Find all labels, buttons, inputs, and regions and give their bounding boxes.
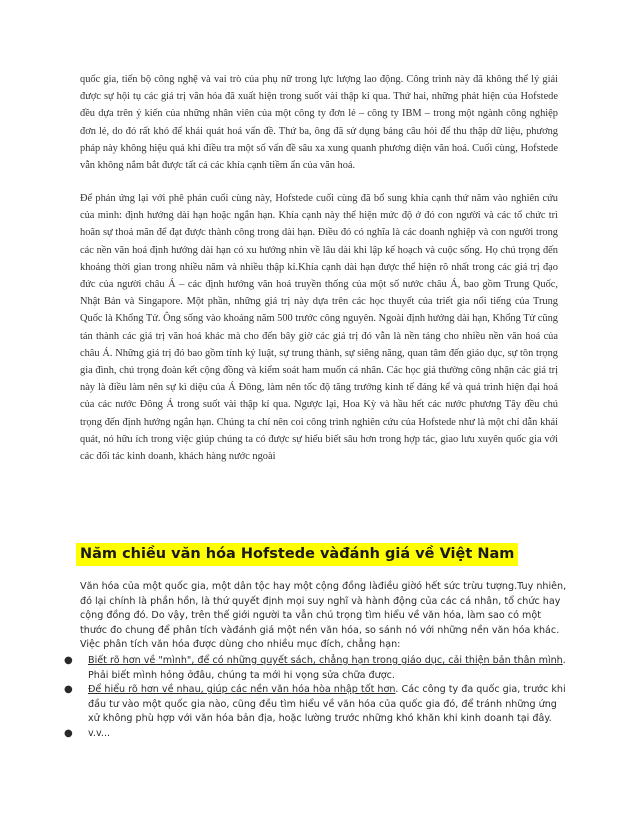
bullet-text: . Phải biết mình hỏng ởđâu, chúng ta mới hi vọng sửa chữa được.	[88, 655, 566, 681]
body-paragraph-2	[80, 190, 558, 465]
list-item	[64, 654, 568, 683]
bullet-list	[64, 654, 568, 742]
bullet-link[interactable]: Biết rõ hơn về "mình", để có những quyết sách, chẳng hạn trong giáo dục, cải thiện bản thân mình	[88, 655, 563, 666]
bullet-text: v.v...	[88, 727, 111, 739]
bullet-icon: ●	[64, 727, 73, 739]
bullet-link[interactable]: Để hiểu rõ hơn về nhau, giúp các nền văn hóa hòa nhập tốt hơn	[88, 684, 396, 696]
intro-paragraph	[80, 580, 568, 653]
bullet-icon: ●	[64, 684, 73, 696]
section-heading: Năm chiều văn hóa Hofstede vàđánh giá về Việt Nam	[76, 543, 518, 566]
list-item	[64, 683, 568, 727]
list-item	[64, 727, 568, 742]
paragraph-text: quốc gia, tiến bộ công nghệ và vai trò của phụ nữ trong lực lượng lao động. Công trình này đã không thể lý giải được sự hội tụ các giá trị văn hóa đã xuất hiện trong suốt vài thập kỉ qua. Thứ hai, những phát hiện của Hofstede đều dựa trên ý kiến của những nhân viên của một công ty đơn lẻ – công ty IBM – trong một ngành công nghiệp đơn lẻ, do đó rất khó để khái quát hoá vấn đề. Thứ ba, ông đã sử dụng bảng câu hỏi để thu thập dữ liệu, phương pháp này không hiệu quả khi điều tra một số vấn đề sâu xa xung quanh phương diện văn hoá. Cuối cùng, Hofstede vẫn không nắm bắt được tất cả các khía cạnh tiềm ẩn của văn hoá.	[80, 74, 558, 172]
bullet-text: . Các công ty đa quốc gia, trước khi đầu tư vào một quốc gia nào, cũng đều tìm hiểu về văn hóa của quốc gia đó, để tránh những ứng xử không phù hợp với văn hóa bản địa, hoặc lường trước những khó khăn khi kinh doanh tại đây.	[88, 684, 566, 725]
paragraph-text: Để phản ứng lại với phê phán cuối cùng này, Hofstede cuối cùng đã bổ sung khía cạnh thứ năm vào nghiên cứu của mình: định hướng dài hạn hoặc ngắn hạn. Khía cạnh này thể hiện mức độ ở đó con người và các tổ chức trì hoãn sự thoả mãn để đạt được thành công trong dài hạn. Điều đó có nghĩa là các doanh nghiệp và con người trong các nền văn hoá định hướng dài hạn có xu hướng nhìn về lâu dài khi lập kế hoạch và cuộc sống. Họ chú trọng đến khoảng thời gian trong nhiều năm và nhiều thập kỉ.Khía cạnh dài hạn được thể hiện rõ nhất trong các giá trị đạo đức của người châu Á – các định hướng văn hoá truyền thống của một số nước châu Á, bao gồm Trung Quốc, Nhật Bản và Singapore. Một phần, những giá trị này dựa trên các học thuyết của triết gia nổi tiếng của Trung Quốc là Khổng Tử. Ông sống vào khoảng năm 500 trước công nguyên. Ngoài định hướng dài hạn, Khổng Tử cũng tán thành các giá trị văn hoá khác mà cho đến bây giờ các giá trị đó vẫn là nền tảng cho nhiều nền văn hoá của châu Á. Những giá trị đó bao gồm tính kỷ luật, sự trung thành, sự siêng năng, quan tâm đến giáo dục, sự tôn trọng gia đình, chú trọng đoàn kết cộng đồng và kiểm soát ham muốn cá nhân. Các học giả thường công nhận các giá trị này là điều làm nên sự kì diệu của Á Đông, làm nên tốc độ tăng trưởng kinh tế đáng kể và quá trình hiện đại hoá của các nước Đông Á trong suốt vài thập kỉ qua. Ngược lại, Hoa Kỳ và hầu hết các nước phương Tây đều chú trọng đến định hướng ngắn hạn. Chúng ta chỉ nên coi công trình nghiên cứu của Hofstede như là một chỉ dẫn khái quát, nó hữu ích trong việc giúp chúng ta có được sự hiểu biết sâu hơn trong hợp tác, giao lưu xuyên quốc gia với các đối tác kinh doanh, khách hàng nước ngoài	[80, 193, 558, 463]
intro-text: Văn hóa của một quốc gia, một dân tộc hay một cộng đồng làđiều giờó hết sức trừu tượng.Tuy nhiên, đó lại chính là phần hồn, là thứ quyết định mọi suy nghĩ và hành động của các cá nhân, tổ chức hay cộng đồng đó. Do vậy, trên thế giới người ta vẫn chú trọng tìm hiểu về văn hóa, làm sao có một thước đo chung để phân tích vàđánh giá một nền văn hóa, so sánh nó với những nền văn hóa khác. Việc phân tích văn hóa được dùng cho nhiều mục đích, chẳng hạn:	[80, 581, 567, 651]
bullet-icon: ●	[64, 655, 73, 666]
body-paragraph-1	[80, 71, 558, 174]
